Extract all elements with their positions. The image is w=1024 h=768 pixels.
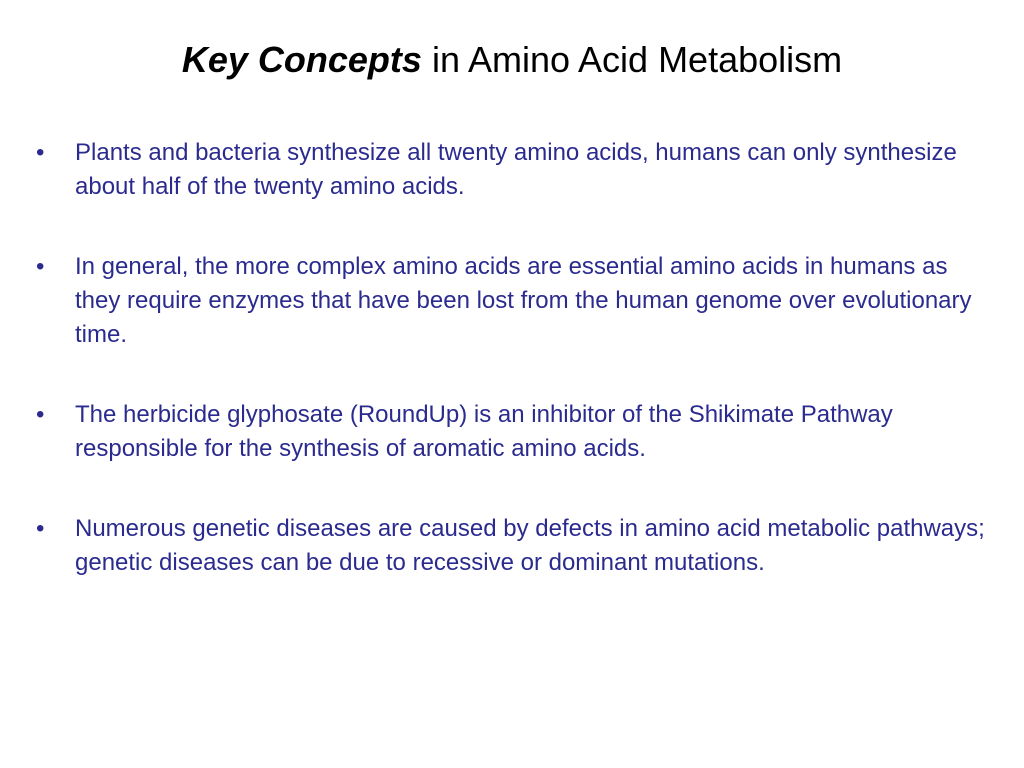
bullet-dot-icon: • bbox=[36, 253, 45, 280]
bullet-dot-icon: • bbox=[36, 139, 45, 166]
title-rest: in Amino Acid Metabolism bbox=[421, 39, 843, 80]
bullet-item bbox=[36, 250, 996, 352]
bullet-dot-icon: • bbox=[36, 515, 45, 542]
slide-title bbox=[0, 38, 1024, 82]
bullet-text: Numerous genetic diseases are caused by defects in amino acid metabolic pathways; genetic diseases can be due to recessive or dominant mutations. bbox=[75, 515, 985, 576]
bullet-text: In general, the more complex amino acids are essential amino acids in humans as they require enzymes that have been lost from the human genome over evolutionary time. bbox=[75, 253, 972, 348]
bullet-list bbox=[36, 136, 996, 626]
bullet-text: The herbicide glyphosate (RoundUp) is an inhibitor of the Shikimate Pathway responsible for the synthesis of aromatic amino acids. bbox=[75, 401, 893, 462]
bullet-dot-icon: • bbox=[36, 401, 45, 428]
bullet-item bbox=[36, 136, 996, 204]
title-emphasis: Key Concepts bbox=[181, 39, 422, 80]
bullet-item bbox=[36, 512, 996, 580]
bullet-text: Plants and bacteria synthesize all twenty amino acids, humans can only synthesize about half of the twenty amino acids. bbox=[75, 139, 957, 200]
bullet-item bbox=[36, 398, 996, 466]
